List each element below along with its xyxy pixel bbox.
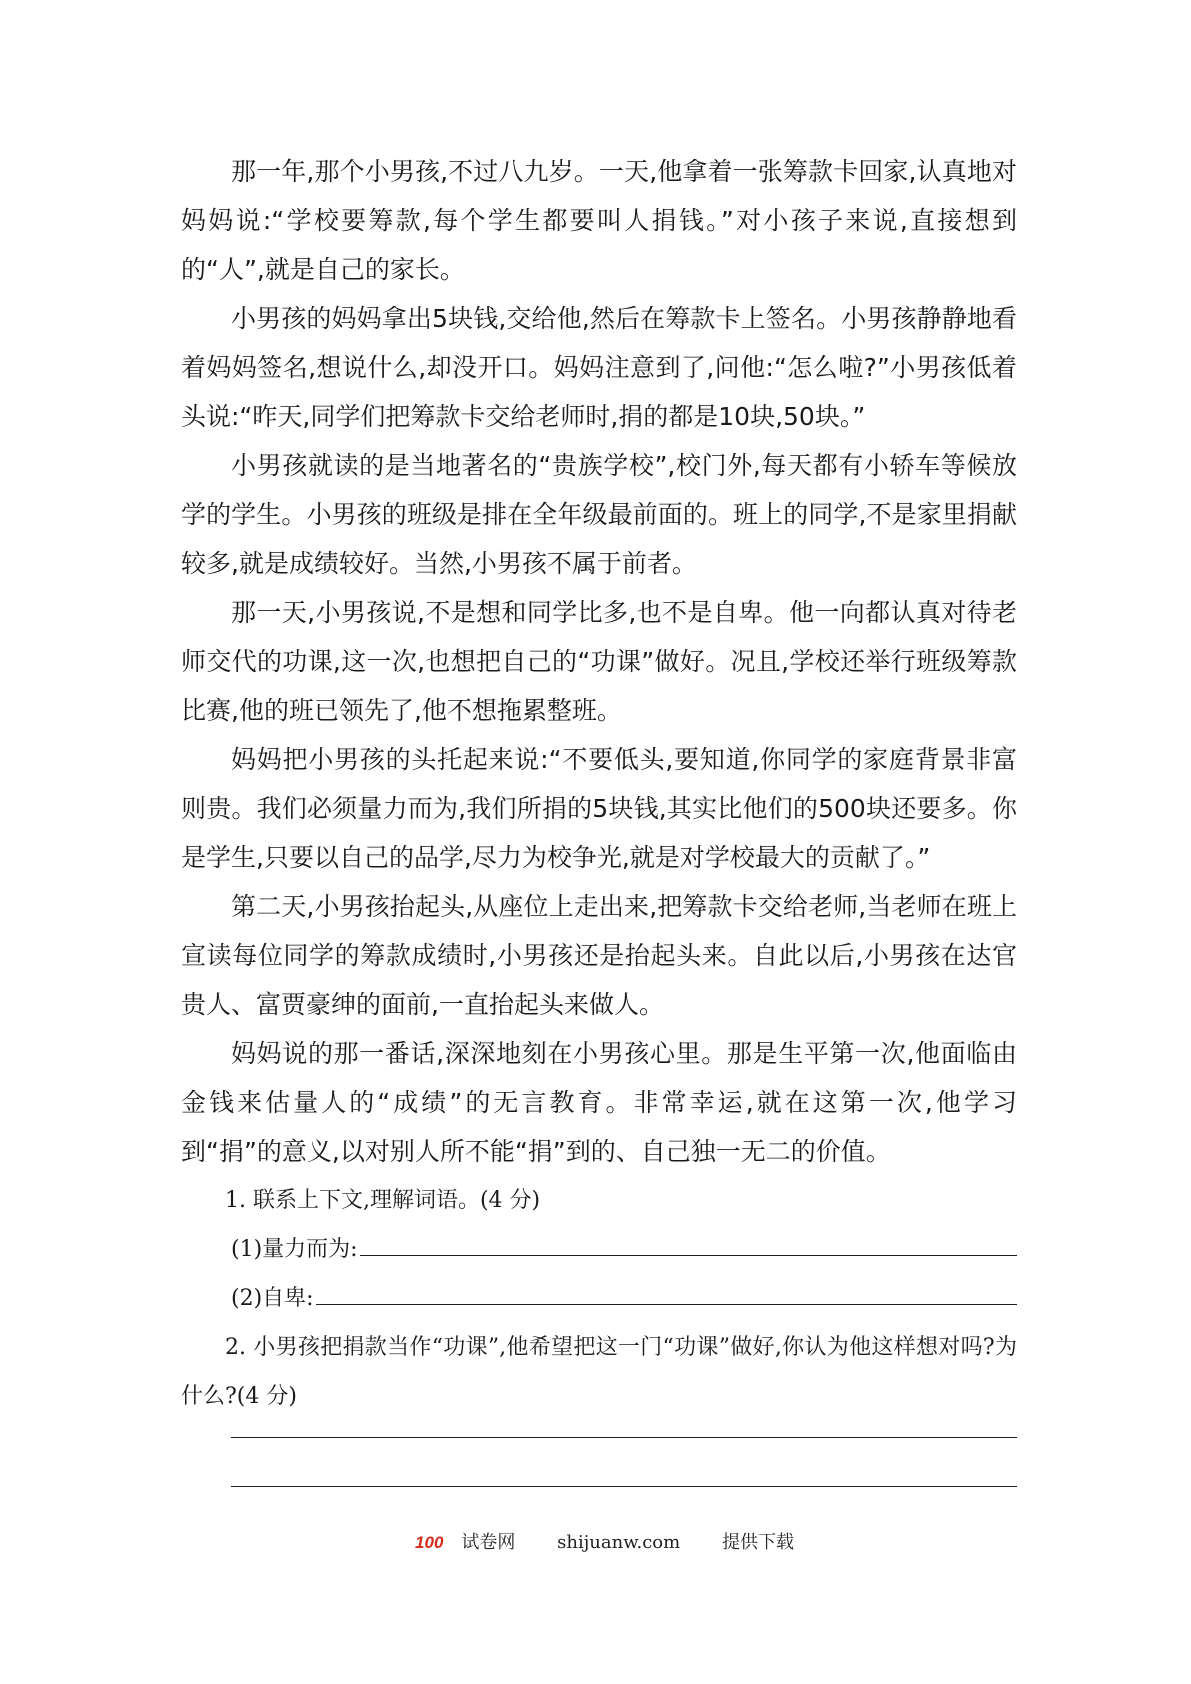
passage-paragraph-3: 小男孩就读的是当地著名的“贵族学校”,校门外,每天都有小轿车等候放学的学生。小男孩的班级是排在全年级最前面的。班上的同学,不是家里捐献较多,就是成绩较好。当然,小男孩不属于前者。 (181, 451, 1017, 578)
passage-paragraph-5: 妈妈把小男孩的头托起来说:“不要低头,要知道,你同学的家庭背景非富则贵。我们必须量力而为,我们所捐的5块钱,其实比他们的500块还要多。你是学生,只要以自己的品学,尽力为校争光,就是对学校最大的贡献了。” (181, 745, 1017, 872)
site-domain: shijuanw.com (557, 1532, 681, 1553)
question-2-answer-line-2[interactable] (231, 1486, 1017, 1487)
question-1b-answer-line[interactable] (316, 1274, 1017, 1305)
question-1a-label: (1)量力而为: (231, 1237, 358, 1262)
passage-paragraph-7: 妈妈说的那一番话,深深地刻在小男孩心里。那是生平第一次,他面临由金钱来估量人的“成绩”的无言教育。非常幸运,就在这第一次,他学习到“捐”的意义,以对别人所不能“捐”到的、自己独一无二的价值。 (181, 1039, 1017, 1166)
question-2-answer-line-1[interactable] (231, 1437, 1017, 1438)
download-note: 提供下载 (721, 1532, 794, 1553)
site-name: 试卷网 (461, 1532, 516, 1553)
passage-paragraph-6: 第二天,小男孩抬起头,从座位上走出来,把筹款卡交给老师,当老师在班上宣读每位同学的筹款成绩时,小男孩还是抬起头来。自此以后,小男孩在达官贵人、富贾豪绅的面前,一直抬起头来做人。 (181, 892, 1017, 1019)
question-1: 1. 联系上下文,理解词语。(4 分) (225, 1188, 541, 1213)
site-logo (397, 1532, 515, 1553)
page-footer (0, 1528, 1191, 1554)
question-1a-answer-line[interactable] (360, 1225, 1017, 1256)
question-1b-label: (2)自卑: (231, 1286, 314, 1311)
reading-passage (181, 147, 1017, 1421)
passage-paragraph-4: 那一天,小男孩说,不是想和同学比多,也不是自卑。他一向都认真对待老师交代的功课,这一次,也想把自己的“功课”做好。况且,学校还举行班级筹款比赛,他的班已领先了,他不想拖累整班。 (181, 598, 1017, 725)
question-2: 2. 小男孩把捐款当作“功课”,他希望把这一门“功课”做好,你认为他这样想对吗?为什么?(4 分) (181, 1335, 1017, 1409)
question-1b-row (181, 1274, 1017, 1323)
passage-paragraph-2: 小男孩的妈妈拿出5块钱,交给他,然后在筹款卡上签名。小男孩静静地看着妈妈签名,想说什么,却没开口。妈妈注意到了,问他:“怎么啦?”小男孩低着头说:“昨天,同学们把筹款卡交给老师时,捐的都是10块,50块。” (181, 304, 1017, 431)
question-1a-row (181, 1225, 1017, 1274)
logo-number: 100 (415, 1533, 444, 1552)
passage-paragraph-1: 那一年,那个小男孩,不过八九岁。一天,他拿着一张筹款卡回家,认真地对妈妈说:“学校要筹款,每个学生都要叫人捐钱。”对小孩子来说,直接想到的“人”,就是自己的家长。 (181, 157, 1017, 284)
